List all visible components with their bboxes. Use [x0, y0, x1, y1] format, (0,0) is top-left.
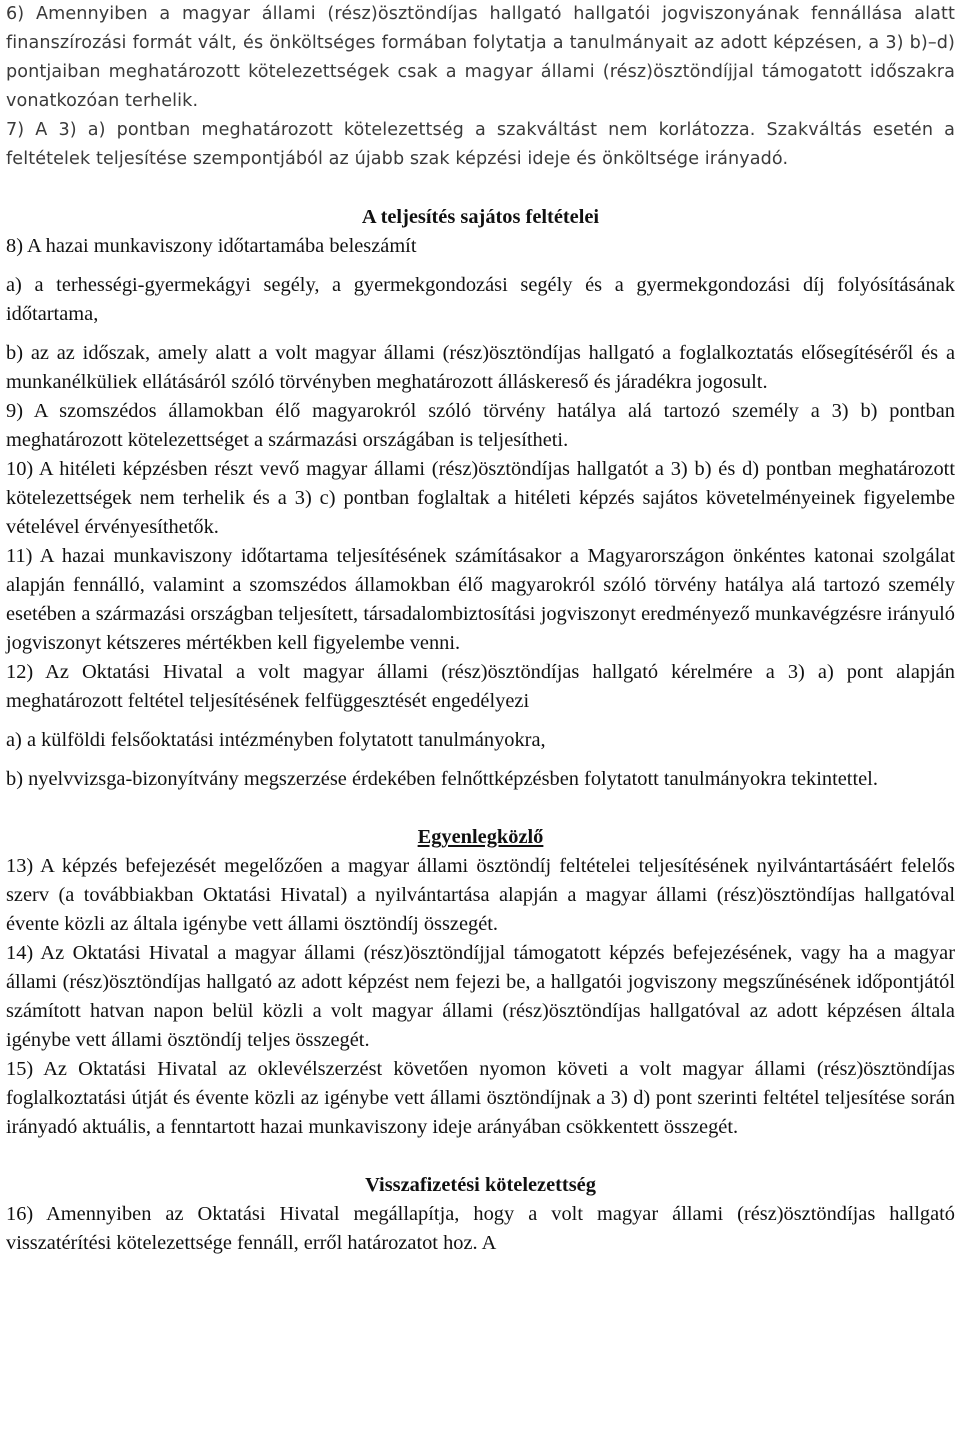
- section-heading-special-conditions: A teljesítés sajátos feltételei: [361, 206, 600, 228]
- paragraph-9: 9) A szomszédos államokban élő magyarokról szóló törvény hatálya alá tartozó személy a 3) b) pontban meghatározott kötelezettséget a származási országában is teljesítheti.: [6, 400, 955, 451]
- paragraph-12a: a) a külföldi felsőoktatási intézményben folytatott tanulmányokra,: [6, 729, 546, 751]
- paragraph-6: 6) Amennyiben a magyar állami (rész)ösztöndíjas hallgató hallgatói jogviszonyának fennállása alatt finanszírozási formát vált, és önköltséges formában folytatja a tanulmányait az adott képzésen, a 3) b)–d) pontjaiban meghatározott kötelezettségek csak a magyar állami (rész)ösztöndíjjal támogatott időszakra vonatkozóan terhelik.: [6, 4, 955, 111]
- paragraph-10: 10) A hitéleti képzésben részt vevő magyar állami (rész)ösztöndíjas hallgatót a 3) b) és d) pontban meghatározott kötelezettségek nem terhelik és a 3) c) pontban foglaltak a hitéleti képzés sajátos követelményeinek figyelembe vételével érvényesíthetők.: [6, 458, 955, 538]
- document-page: [6, 0, 955, 1258]
- spacer: [6, 174, 955, 203]
- paragraph-11: 11) A hazai munkaviszony időtartama teljesítésének számításakor a Magyarországon önkéntes katonai szolgálat alapján fennálló, valamint a szomszédos államokban élő magyarokról szóló törvény hatálya alá tartozó személy esetében a származási országban teljesített, társadalombiztosítási jogviszonyt eredményező munkavégzésre irányuló jogviszonyt kétszeres mértékben kell figyelembe venni.: [6, 545, 955, 654]
- paragraph-8: 8) A hazai munkaviszony időtartamába beleszámít: [6, 235, 417, 257]
- paragraph-16: 16) Amennyiben az Oktatási Hivatal megállapítja, hogy a volt magyar állami (rész)ösztöndíjas hallgató visszatérítési kötelezettsége fennáll, erről határozatot hoz. A: [6, 1203, 955, 1254]
- paragraph-8b: b) az az időszak, amely alatt a volt magyar állami (rész)ösztöndíjas hallgató a foglalkoztatás elősegítéséről és a munkanélküliek ellátásáról szóló törvényben meghatározott álláskereső és járadékra jogosult.: [6, 342, 955, 393]
- paragraph-14: 14) Az Oktatási Hivatal a magyar állami (rész)ösztöndíjjal támogatott képzés befejezésének, vagy ha a magyar állami (rész)ösztöndíjas hallgató az adott képzést nem fejezi be, a hallgatói jogviszony megszűnésének időpontjától számított hatvan napon belül közli a volt magyar állami (rész)ösztöndíjas hallgatóval az adott képzésen általa igénybe vett állami ösztöndíj teljes összegét.: [6, 942, 955, 1051]
- paragraph-7: 7) A 3) a) pontban meghatározott kötelezettség a szakváltást nem korlátozza. Szakváltás esetén a feltételek teljesítése szempontjából az újabb szak képzési ideje és önköltsége irányadó.: [6, 120, 955, 169]
- paragraph-15: 15) Az Oktatási Hivatal az oklevélszerzést követően nyomon követi a volt magyar állami (rész)ösztöndíjas foglalkoztatási útját és évente közli az igénybe vett állami ösztöndíjnak a 3) d) pont szerinti feltétel teljesítése során irányadó aktuális, a fenntartott hazai munkaviszony ideje arányában csökkentett összegét.: [6, 1058, 955, 1138]
- section-heading-repayment: Visszafizetési kötelezettség: [365, 1174, 596, 1196]
- section-heading-balance-notice: Egyenlegközlő: [417, 826, 544, 848]
- paragraph-12: 12) Az Oktatási Hivatal a volt magyar állami (rész)ösztöndíjas hallgató kérelmére a 3) a) pont alapján meghatározott feltétel teljesítésének felfüggesztését engedélyezi: [6, 661, 955, 712]
- paragraph-8a: a) a terhességi-gyermekágyi segély, a gyermekgondozási segély és a gyermekgondozási díj folyósításának időtartama,: [6, 274, 955, 325]
- paragraph-12b: b) nyelvvizsga-bizonyítvány megszerzése érdekében felnőttképzésben folytatott tanulmányokra tekintettel.: [6, 768, 878, 790]
- paragraph-13: 13) A képzés befejezését megelőzően a magyar állami ösztöndíj feltételei teljesítésének nyilvántartásáért felelős szerv (a továbbiakban Oktatási Hivatal) a nyilvántartása alapján a magyar állami (rész)ösztöndíjas hallgatóval évente közli az általa igénybe vett állami ösztöndíj összegét.: [6, 855, 955, 935]
